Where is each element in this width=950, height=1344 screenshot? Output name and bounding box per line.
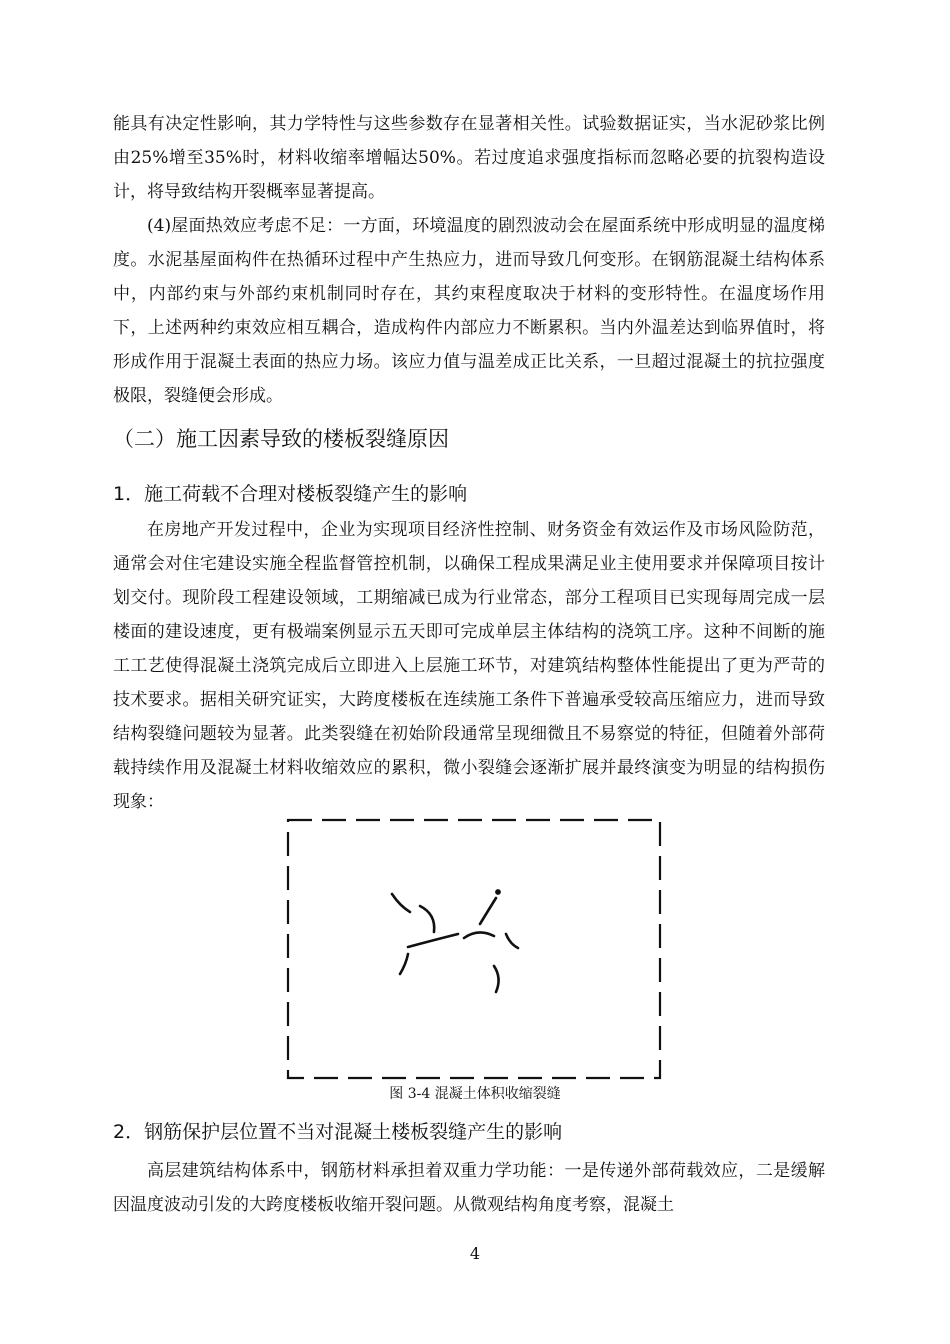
paragraph-construction-load: 在房地产开发过程中，企业为实现项目经济性控制、财务资金有效运作及市场风险防范，通常会对住宅建设实施全程监督管控机制，以确保工程成果满足业主使用要求并保障项目按计划交付。现阶段工程建设领域，工期缩减已成为行业常态，部分工程项目已实现每周完成一层楼面的建设速度，更有极端案例显示五天即可完成单层主体结构的浇筑工序。这种不间断的施工工艺使得混凝土浇筑完成后立即进入上层施工环节，对建筑结构整体性能提出了更为严苛的技术要求。据相关研究证实，大跨度楼板在连续施工条件下普遍承受较高压缩应力，进而导致结构裂缝问题较为显著。此类裂缝在初始阶段通常呈现细微且不易察觉的特征，但随着外部荷载持续作用及混凝土材料收缩效应的累积，微小裂缝会逐渐扩展并最终演变为明显的结构损伤现象：: [113, 520, 825, 812]
crack-right-tail: [506, 934, 518, 948]
crack-lower-right: [494, 966, 499, 992]
crack-left-upper: [392, 894, 410, 912]
crack-lines: [392, 890, 518, 992]
crack-right-hook: [464, 932, 494, 938]
paragraph-material-properties: 能具有决定性影响，其力学特性与这些参数存在显著相关性。试验数据证实，当水泥砂浆比例由25%增至35%时，材料收缩率增幅达50%。若过度追求强度指标而忽略必要的抗裂构造设计，将导致结构开裂概率显著提高。: [113, 114, 825, 202]
paragraph-roof-thermal: (4)屋面热效应考虑不足：一方面，环境温度的剧烈波动会在屋面系统中形成明显的温度梯度。水泥基屋面构件在热循环过程中产生热应力，进而导致几何变形。在钢筋混凝土结构体系中，内部约束与外部约束机制同时存在，其约束程度取决于材料的变形特性。在温度场作用下，上述两种约束效应相互耦合，造成构件内部应力不断累积。当内外温差达到临界值时，将形成作用于混凝土表面的热应力场。该应力值与温差成正比关系，一旦超过混凝土的抗拉强度极限，裂缝便会形成。: [113, 216, 825, 406]
figure-shrinkage-crack-diagram: [284, 816, 664, 1082]
slab-outline-dashed: [288, 820, 660, 1078]
subheading-rebar-cover: 2．钢筋保护层位置不当对混凝土楼板裂缝产生的影响: [113, 1121, 563, 1143]
crack-left-hook: [420, 906, 434, 932]
crack-lower-left: [400, 954, 408, 974]
section-heading-construction-factors: （二）施工因素导致的楼板裂缝原因: [113, 427, 449, 451]
subheading-construction-load: 1．施工荷载不合理对楼板裂缝产生的影响: [113, 483, 468, 505]
crack-dot: [496, 890, 499, 893]
crack-right-upper: [480, 898, 496, 924]
paragraph-rebar-cover: 高层建筑结构体系中，钢筋材料承担着双重力学功能：一是传递外部荷载效应，二是缓解因温度波动引发的大跨度楼板收缩开裂问题。从微观结构角度考察，混凝土: [113, 1161, 825, 1215]
page-number: 4: [469, 1244, 481, 1263]
crack-diagram-svg: [284, 816, 664, 1082]
crack-center: [408, 934, 458, 947]
figure-caption: 图 3-4 混凝土体积收缩裂缝: [389, 1086, 561, 1102]
